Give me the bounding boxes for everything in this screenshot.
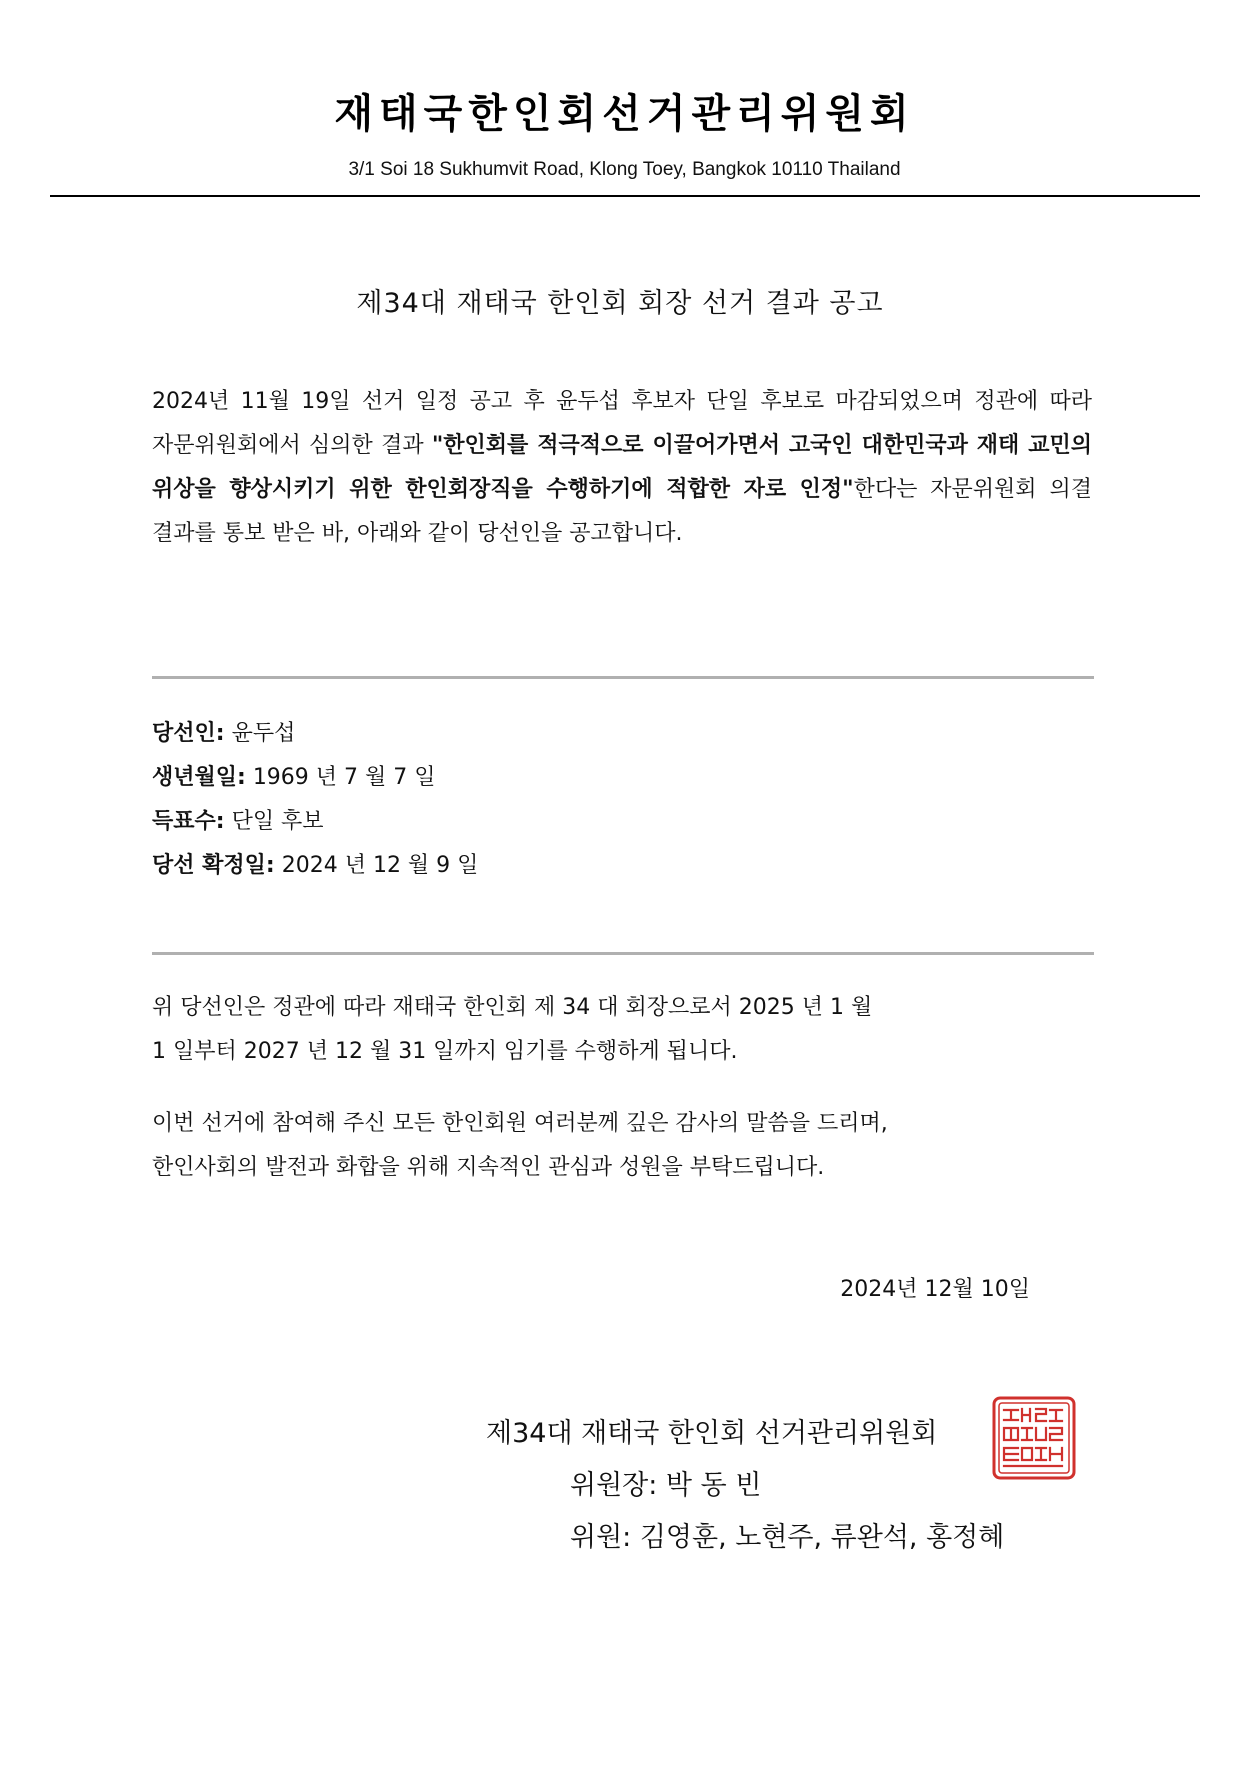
section-divider-top (152, 676, 1094, 679)
announcement-intro (152, 380, 1092, 556)
detail-label: 당선인: (152, 721, 225, 746)
announcement-title: 제34대 재태국 한인회 회장 선거 결과 공고 (356, 288, 884, 319)
term-line: 1 일부터 2027 년 12 월 31 일까지 임기를 수행하게 됩니다. (152, 1039, 738, 1064)
organization-address: 3/1 Soi 18 Sukhumvit Road, Klong Toey, Bangkok 10110 Thailand (348, 159, 901, 180)
organization-title: 재태국한인회선거관리위원회 (334, 91, 915, 137)
advisory-resolution-quote: "한인회를 적극적으로 이끌어가면서 고국인 대한민국과 재태 교민의 위상을 향상시키기 위한 한인회장직을 수행하기에 적합한 자로 인정" (152, 433, 1092, 502)
intro-text-before: 2024년 11월 19일 선거 일정 공고 후 윤두섭 후보자 단일 후보로 마감되었으며 정관에 따라 자문위원회에서 심의한 결과 (152, 389, 1092, 458)
detail-value: 단일 후보 (231, 809, 324, 834)
intro-text-after: 한다는 자문위원회 의결 결과를 통보 받은 바, 아래와 같이 당선인을 공고합니다. (152, 477, 1092, 546)
signatory-chair: 위원장: 박 동 빈 (570, 1470, 762, 1501)
official-seal-icon (992, 1396, 1076, 1480)
detail-label: 당선 확정일: (152, 853, 275, 878)
detail-confirmation-date (152, 844, 952, 888)
thanks-line: 한인사회의 발전과 화합을 위해 지속적인 관심과 성원을 부탁드립니다. (152, 1155, 825, 1180)
term-line: 위 당선인은 정관에 따라 재태국 한인회 제 34 대 회장으로서 2025 년 1 월 (152, 995, 873, 1020)
detail-birthdate (152, 756, 952, 800)
election-details (152, 712, 952, 888)
section-divider-bottom (152, 952, 1094, 955)
signatory-organization: 제34대 재태국 한인회 선거관리위원회 (486, 1418, 938, 1449)
detail-value: 2024 년 12 월 9 일 (281, 853, 479, 878)
detail-winner (152, 712, 952, 756)
header-divider (50, 195, 1200, 197)
detail-value: 윤두섭 (231, 721, 296, 746)
thanks-line: 이번 선거에 참여해 주신 모든 한인회원 여러분께 깊은 감사의 말씀을 드리며, (152, 1111, 888, 1136)
term-paragraph (152, 986, 1092, 1074)
signatory-members: 위원: 김영훈, 노현주, 류완석, 홍정혜 (570, 1522, 1005, 1553)
detail-vote-count (152, 800, 952, 844)
detail-value: 1969 년 7 월 7 일 (252, 765, 436, 790)
announcement-date: 2024년 12월 10일 (840, 1277, 1030, 1302)
detail-label: 득표수: (152, 809, 225, 834)
thanks-paragraph (152, 1102, 1092, 1190)
detail-label: 생년월일: (152, 765, 246, 790)
